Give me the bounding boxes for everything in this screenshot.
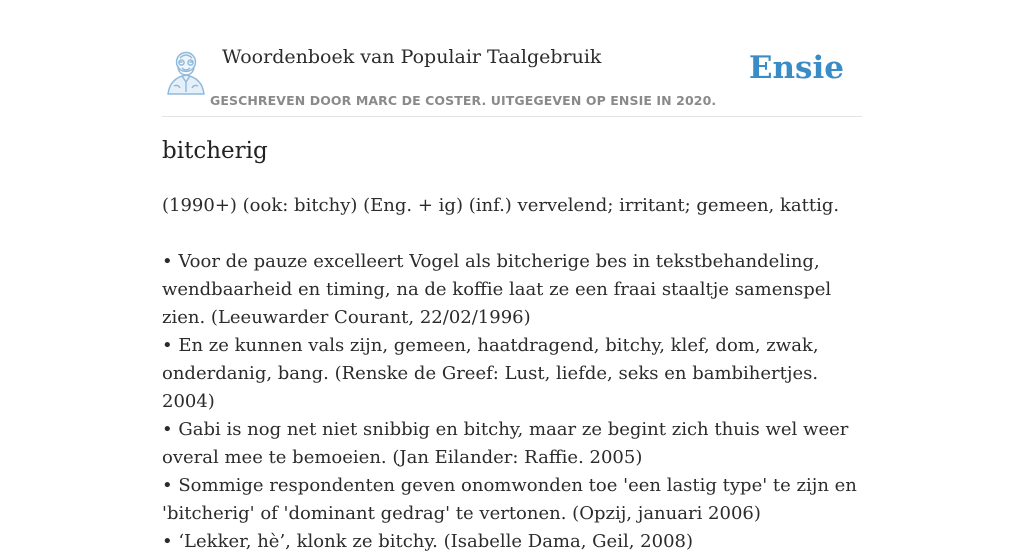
entry-definition: (1990+) (ook: bitchy) (Eng. + ig) (inf.) vervelend; irritant; gemeen, kattig. [162,195,840,216]
book-header [162,40,862,117]
example-quote: • En ze kunnen vals zijn, gemeen, haatdragend, bitchy, klef, dom, zwak, onderdanig, bang. (Renske de Greef: Lust, liefde, seks en bambihertjes. 2004) [162,335,819,412]
ensie-logo[interactable]: Ensie [748,50,844,86]
entry-headword: bitcherig [162,138,268,164]
example-quote: • Voor de pauze excelleert Vogel als bitcherige bes in tekstbehandeling, wendbaarheid en timing, na de koffie laat ze een fraai staaltje samenspel zien. (Leeuwarder Courant, 22/02/1996) [162,251,832,328]
example-quote: • Gabi is nog net niet snibbig en bitchy, maar ze begint zich thuis wel weer overal mee te bemoeien. (Jan Eilander: Raffie. 2005) [162,419,849,468]
entry-body [162,192,862,556]
example-quote: • ‘Lekker, hè’, klonk ze bitchy. (Isabelle Dama, Geil, 2008) [162,531,693,552]
author-portrait-icon [164,46,208,96]
example-quote: • Sommige respondenten geven onomwonden toe 'een lastig type' te zijn en 'bitcherig' of 'dominant gedrag' te vertonen. (Opzij, januari 2006) [162,475,857,524]
book-title[interactable]: Woordenboek van Populair Taalgebruik [222,46,602,68]
book-byline: GESCHREVEN DOOR MARC DE COSTER. UITGEGEVEN OP ENSIE IN 2020. [210,93,717,108]
